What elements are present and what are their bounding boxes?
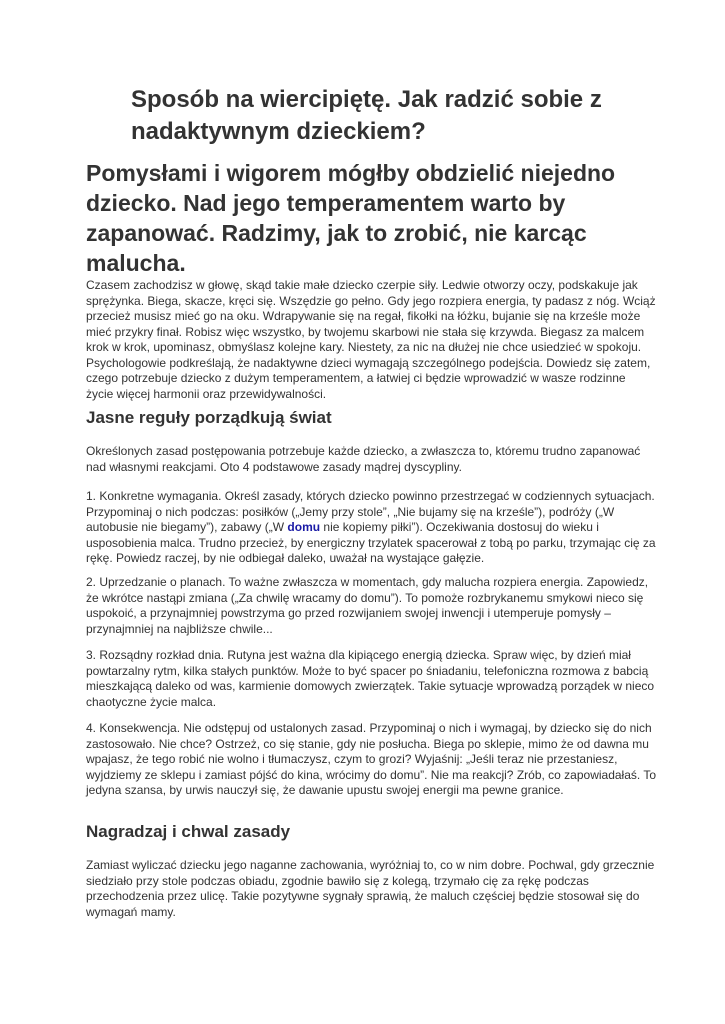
rule-item-2: 2. Uprzedzanie o planach. To ważne zwłaszcza w momentach, gdy malucha rozpiera energia. Zapowiedz, że wkrótce nastąpi zmiana („Za chwilę wracamy do domu”). To pomoże rozbrykanemu smykowi nieco się uspokoić, a przynajmniej powstrzyma go przed rozwijaniem swojej inwencji i utemperuje pomysły – przynajmniej na najbliższe chwile...	[86, 575, 649, 636]
praise-paragraph: Zamiast wyliczać dziecku jego naganne zachowania, wyróżniaj to, co w nim dobre. Pochwal, gdy grzecznie siedziało przy stole podczas obiadu, zgodnie bawiło się z kolegą, trzymało cię za rękę podczas przechodzenia przez ulicę. Takie pozytywne sygnały sprawią, że maluch częściej będzie stosował się do wymagań mamy.	[86, 858, 655, 919]
domu-link[interactable]: domu	[287, 520, 321, 534]
rule-item-1-text-before: 1. Konkretne wymagania. Określ zasady, których dziecko powinno przestrzegać w codziennych sytuacjach. Przypominaj o nich podczas: posiłków („Jemy przy stole”, „Nie bujamy się na krześle”), podróży („W autobusie nie biegamy”), zabawy („W	[86, 489, 655, 534]
rule-item-3: 3. Rozsądny rozkład dnia. Rutyna jest ważna dla kipiącego energią dziecka. Spraw więc, by dzień miał powtarzalny rytm, kilka stałych punktów. Może to być spacer po śniadaniu, telefoniczna rozmowa z babcią mieszkającą daleko od was, karmienie domowych zwierzątek. Takie sytuacje wprowadzą porządek w nieco chaotyczne życie malca.	[86, 648, 655, 709]
rule-item-4: 4. Konsekwencja. Nie odstępuj od ustalonych zasad. Przypominaj o nich i wymagaj, by dziecko się do nich zastosowało. Nie chce? Ostrzeż, co się stanie, gdy nie posłucha. Biega po sklepie, mimo że od dawna mu wpajasz, że tego robić nie wolno i tłumaczysz, czym to grozi? Wyjaśnij: „Jeśli teraz nie przestaniesz, wyjdziemy ze sklepu i zamiast pójść do kina, wrócimy do domu”. Nie ma reakcji? Zrób, co zapowiadałaś. To jedyna szansa, by urwis nauczył się, że dawanie upustu swojej energii ma pewne granice.	[86, 721, 657, 797]
section-heading-rules: Jasne reguły porządkują świat	[86, 408, 332, 427]
intro-paragraph: Czasem zachodzisz w głowę, skąd takie małe dziecko czerpie siły. Ledwie otworzy oczy, podskakuje jak sprężynka. Biega, skacze, kręci się. Wszędzie go pełno. Gdy jego rozpiera energia, ty padasz z nóg. Wciąż przecież musisz mieć go na oku. Wdrapywanie się na regał, fikołki na łóżku, bujanie się na krześle może mieć przykry finał. Robisz więc wszystko, by twojemu skarbowi nie stała się krzywda. Biegasz za malcem krok w krok, upominasz, obmyślasz kolejne kary. Niestety, za nic na dłużej nie chce usiedzieć w spokoju. Psychologowie podkreślają, że nadaktywne dzieci wymagają szczególnego podejścia. Dowiedz się zatem, czego potrzebuje dziecko z dużym temperamentem, a łatwiej ci będzie wprowadzić w wasze rodzinne życie więcej harmonii oraz przewidywalności.	[86, 278, 656, 401]
rule-item-1-text-after: nie kopiemy piłki”). Oczekiwania dostosuj do wieku i usposobienia malca. Trudno przecież, by energiczny trzylatek spacerował z tobą po parku, trzymając cię za rękę. Powiedz raczej, by nie odbiegał daleko, uważał na wystające gałęzie.	[86, 520, 656, 565]
rules-intro-paragraph: Określonych zasad postępowania potrzebuje każde dziecko, a zwłaszcza to, któremu trudno zapanować nad własnymi reakcjami. Oto 4 podstawowe zasady mądrej dyscypliny.	[86, 444, 641, 474]
article-lead: Pomysłami i wigorem mógłby obdzielić niejedno dziecko. Nad jego temperamentem warto by zapanować. Radzimy, jak to zrobić, nie karcąc malucha.	[86, 160, 616, 276]
rule-item-1	[86, 489, 656, 567]
article-title: Sposób na wiercipiętę. Jak radzić sobie z nadaktywnym dzieckiem?	[131, 86, 602, 145]
section-heading-praise: Nagradzaj i chwal zasady	[86, 822, 291, 841]
